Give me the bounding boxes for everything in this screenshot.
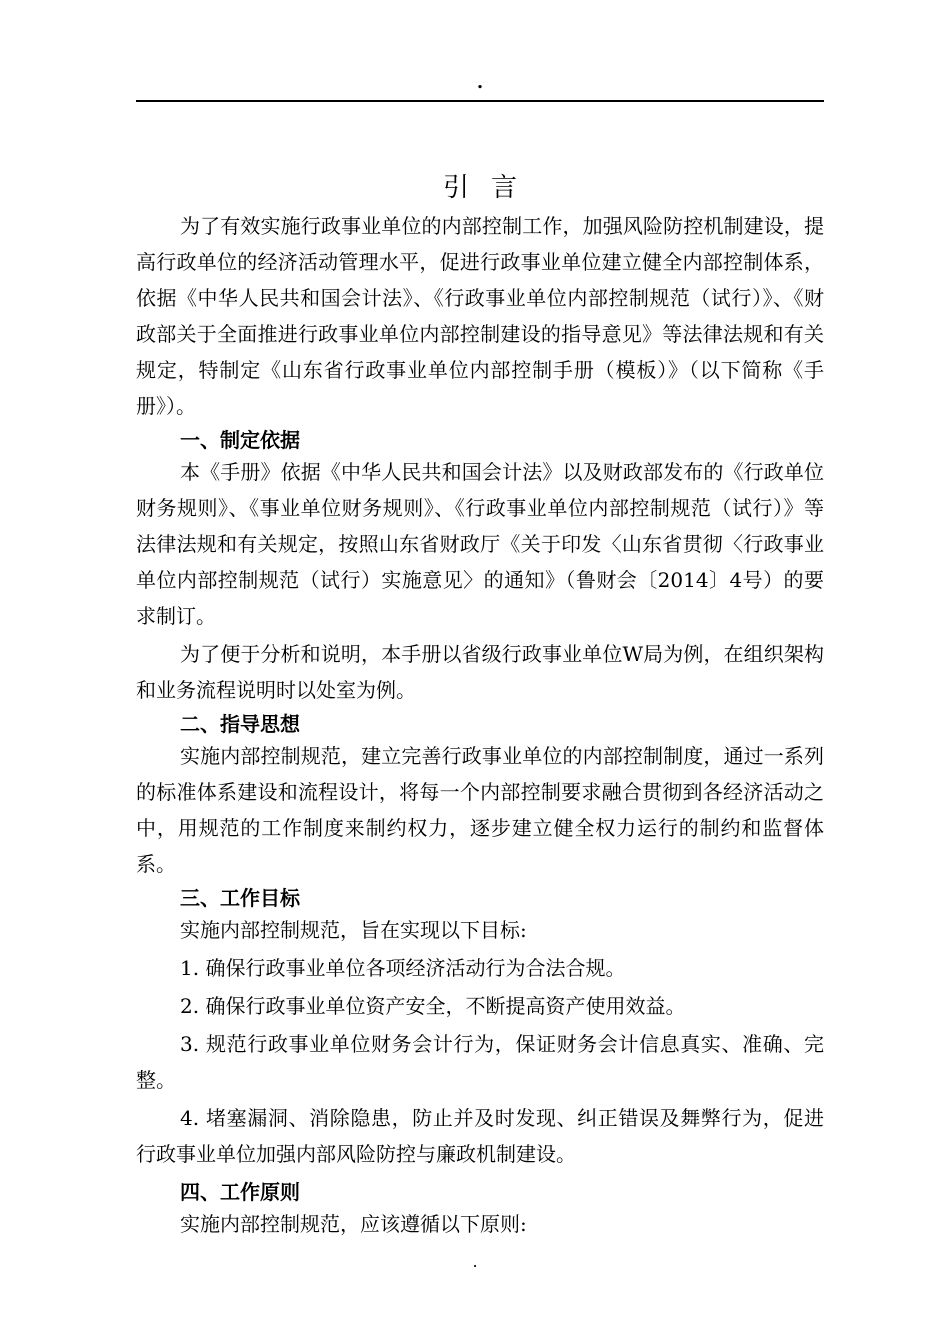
- intro-paragraph: 为了有效实施行政事业单位的内部控制工作，加强风险防控机制建设，提高行政单位的经济活动管理水平，促进行政事业单位建立健全内部控制体系，依据《中华人民共和国会计法》、《行政事业单位内部控制规范（试行）》、《财政部关于全面推进行政事业单位内部控制建设的指导意见》等法律法规和有关规定，特制定《山东省行政事业单位内部控制手册（模板）》（以下简称《手册》）。: [136, 214, 824, 418]
- section-paragraph: 实施内部控制规范，建立完善行政事业单位的内部控制制度，通过一系列的标准体系建设和流程设计，将每一个内部控制要求融合贯彻到各经济活动之中，用规范的工作制度来制约权力，逐步建立健全权力运行的制约和监督体系。: [136, 744, 824, 876]
- section-work-principles: [136, 1178, 824, 1242]
- header-mark: .: [476, 72, 484, 93]
- document-body: [136, 168, 824, 1242]
- goal-item: 1. 确保行政事业单位各项经济活动行为合法合规。: [180, 956, 626, 980]
- section-heading: 二、指导思想: [180, 712, 300, 736]
- section-heading: 四、工作原则: [180, 1180, 300, 1204]
- section-paragraph: 为了便于分析和说明，本手册以省级行政事业单位W局为例，在组织架构和业务流程说明时以处室为例。: [136, 642, 824, 702]
- goal-item: 3. 规范行政事业单位财务会计行为，保证财务会计信息真实、准确、完整。: [136, 1032, 824, 1092]
- page-header: [136, 74, 824, 102]
- section-basis: [136, 426, 824, 708]
- section-heading: 一、制定依据: [180, 428, 300, 452]
- footer-mark: .: [472, 1252, 478, 1271]
- section-paragraph: 本《手册》依据《中华人民共和国会计法》以及财政部发布的《行政单位财务规则》、《事业单位财务规则》、《行政事业单位内部控制规范（试行）》等法律法规和有关规定，按照山东省财政厅《关于印发〈山东省贯彻〈行政事业单位内部控制规范（试行）实施意见〉的通知》（鲁财会〔2014〕4号）的要求制订。: [136, 460, 824, 628]
- section-heading: 三、工作目标: [180, 886, 300, 910]
- document-title: 引言: [442, 173, 539, 203]
- section-paragraph: 实施内部控制规范，应该遵循以下原则:: [180, 1212, 527, 1236]
- section-guiding-thought: [136, 710, 824, 882]
- section-work-goals: [136, 884, 824, 1172]
- goal-item: 4. 堵塞漏洞、消除隐患，防止并及时发现、纠正错误及舞弊行为，促进行政事业单位加强内部风险防控与廉政机制建设。: [136, 1106, 824, 1166]
- header-rule: [136, 100, 824, 102]
- section-paragraph: 实施内部控制规范，旨在实现以下目标:: [180, 918, 527, 942]
- goal-item: 2. 确保行政事业单位资产安全，不断提高资产使用效益。: [180, 994, 686, 1018]
